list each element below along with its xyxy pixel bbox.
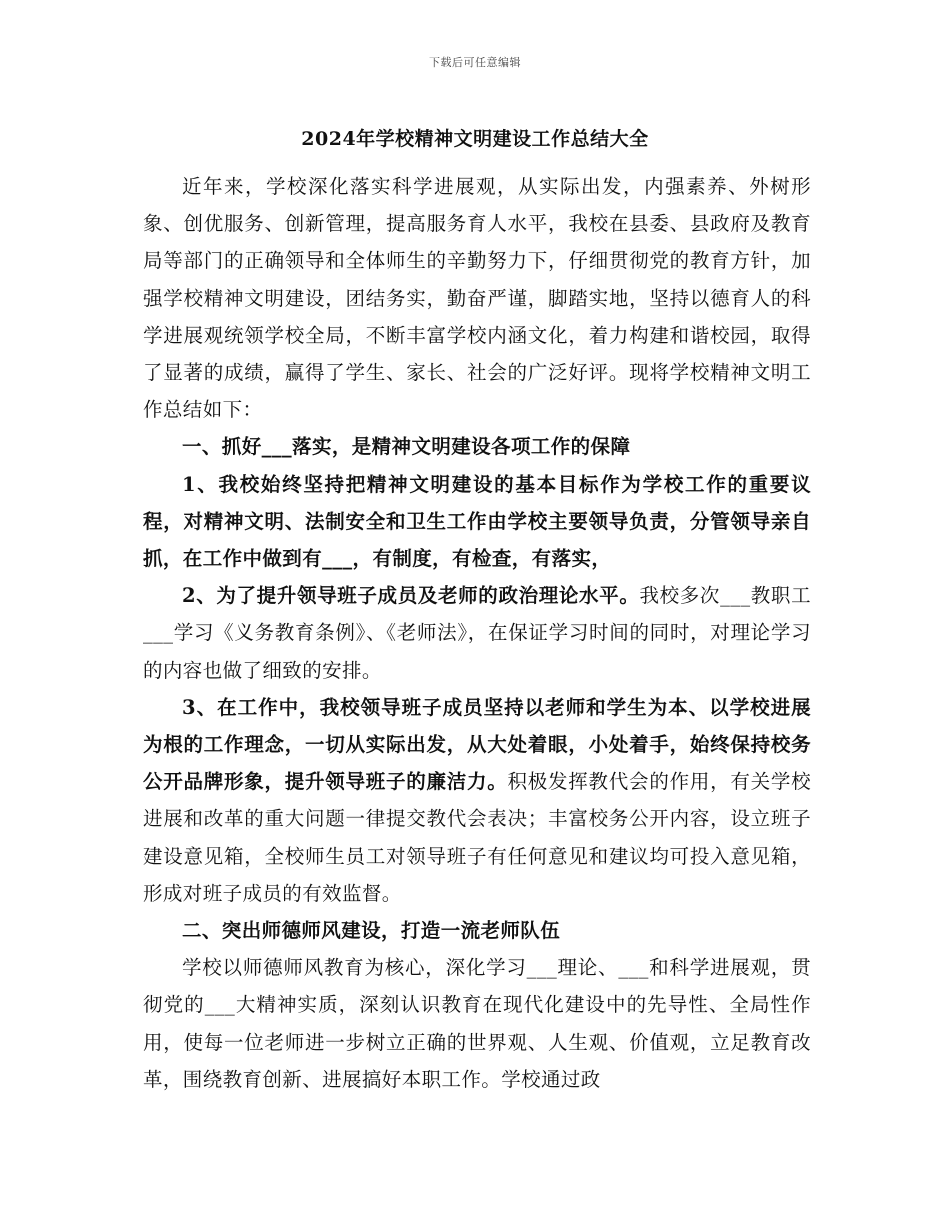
paragraph-item-1: 1、我校始终坚持把精神文明建设的基本目标作为学校工作的重要议程，对精神文明、法制安全和卫生工作由学校主要领导负责，分管领导亲自抓，在工作中做到有___，有制度，有检查，有落实， (143, 472, 811, 571)
paragraph-teacher-ethics: 学校以师德师风教育为核心，深化学习___理论、___和科学进展观，贯彻党的___大精神实质，深刻认识教育在现代化建设中的先导性、全局性作用，使每一位老师进一步树立正确的世界观、人生观、价值观，立足教育改革，围绕教育创新、进展搞好本职工作。学校通过政 (143, 956, 811, 1091)
paragraph-item-2-text: 我校多次___教职工___学习《义务教育条例》、《老师法》，在保证学习时间的同时，对理论学习的内容也做了细致的安排。 (143, 584, 811, 682)
header-note: 下载后可任意编辑 (429, 56, 521, 69)
paragraph-item-2 (143, 577, 811, 689)
page-title: 2024年学校精神文明建设工作总结大全 (301, 128, 649, 150)
section-heading-2: 二、突出师德师风建设，打造一流老师队伍 (182, 919, 561, 943)
paragraph-item-3 (143, 689, 811, 912)
paragraph-intro: 近年来，学校深化落实科学进展观，从实际出发，内强素养、外树形象、创优服务、创新管理，提高服务育人水平，我校在县委、县政府及教育局等部门的正确领导和全体师生的辛勤努力下，仔细贯彻党的教育方针，加强学校精神文明建设，团结务实，勤奋严谨，脚踏实地，坚持以德育人的科学进展观统领学校全局，不断丰富学校内涵文化，着力构建和谐校园，取得了显著的成绩，赢得了学生、家长、社会的广泛好评。现将学校精神文明工作总结如下： (143, 175, 811, 422)
document-body (143, 168, 811, 1098)
paragraph-item-2-lead: 2、为了提升领导班子成员及老师的政治理论水平。 (182, 584, 640, 608)
paragraph-item-3-lead: 3、在工作中，我校领导班子成员坚持以老师和学生为本、以学校进展为根的工作理念，一切从实际出发，从大处着眼，小处着手，始终保持校务公开品牌形象，提升领导班子的廉洁力。 (143, 695, 811, 794)
section-heading-1: 一、抓好___落实，是精神文明建设各项工作的保障 (182, 435, 631, 459)
paragraph-item-3-text: 积极发挥教代会的作用，有关学校进展和改革的重大问题一律提交教代会表决；丰富校务公开内容，设立班子建设意见箱，全校师生员工对领导班子有任何意见和建议均可投入意见箱，形成对班子成员的有效监督。 (143, 770, 811, 905)
